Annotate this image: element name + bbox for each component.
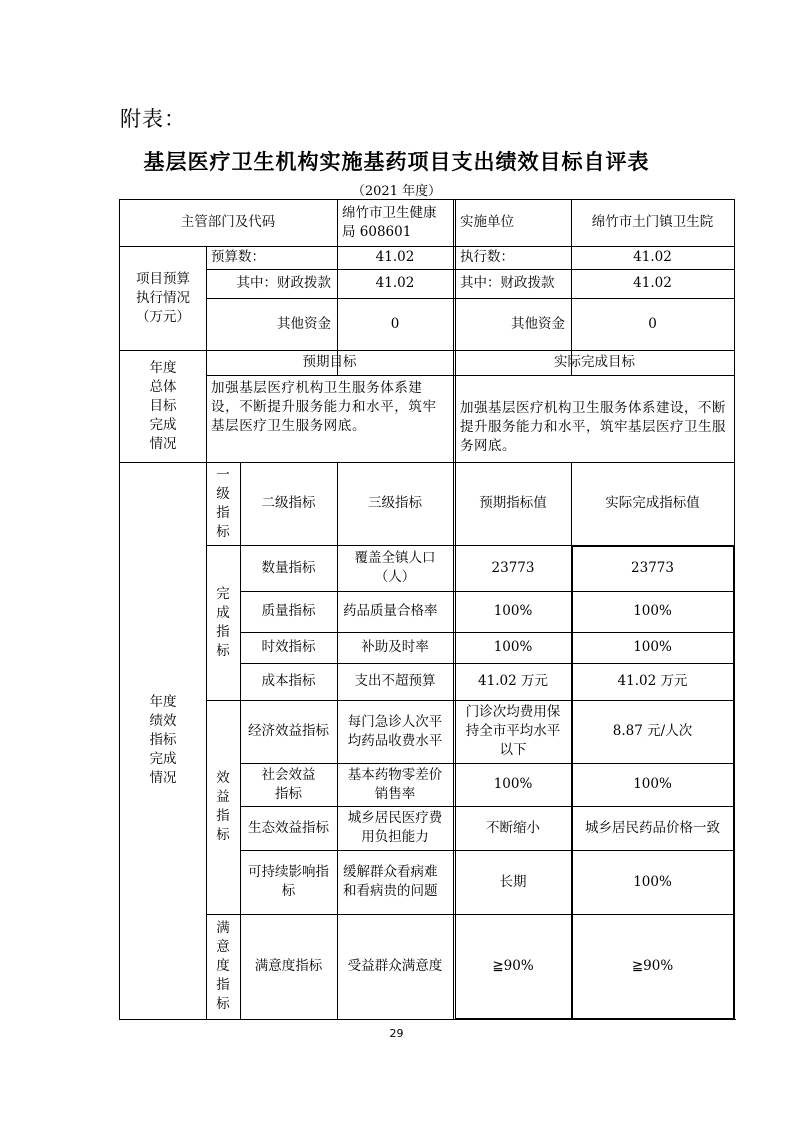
expected-goal-text: 加强基层医疗机构卫生服务体系建设，不断提升服务能力和水平，筑牢基层医疗卫生服务网底。 — [211, 380, 437, 434]
row-level2: 社会效益指标 — [261, 766, 316, 802]
dept-value: 绵竹市卫生健康局 608601 — [342, 204, 437, 240]
dept-label: 主管部门及代码 — [180, 214, 276, 230]
row-actual: 8.87 元/人次 — [612, 723, 693, 739]
budget-value: 41.02 — [375, 249, 415, 265]
appendix-label: 附表： — [120, 107, 186, 131]
row-level3: 覆盖全镇人口（人） — [354, 550, 436, 585]
fiscal-budget: 41.02 — [375, 275, 415, 291]
row-level2: 生态效益指标 — [248, 819, 329, 836]
row-level3: 缓解群众看病难和看病贵的问题 — [343, 864, 438, 899]
other-exec: 0 — [648, 315, 657, 332]
fiscal-label: 其中：财政拨款 — [236, 275, 331, 291]
row-level2: 经济效益指标 — [248, 723, 329, 739]
row-level3: 基本药物零差价销售率 — [347, 766, 443, 802]
col-level1: 一级指标 — [216, 466, 230, 540]
expected-goal-header: 预期目标 — [302, 354, 357, 370]
other-exec-label: 其他资金 — [511, 315, 565, 332]
group-benefit: 效益指标 — [216, 770, 230, 843]
row-actual: 城乡居民药品价格一致 — [585, 819, 720, 836]
year-label: （2021 年度） — [351, 184, 442, 199]
row-expected: 100% — [493, 639, 533, 655]
actual-goal-header: 实际完成目标 — [554, 354, 635, 370]
fiscal-exec-label: 其中：财政拨款 — [460, 275, 555, 291]
row-actual: ≧90% — [631, 958, 674, 974]
row-expected: 不断缩小 — [486, 819, 540, 836]
row-actual: 100% — [633, 776, 672, 792]
row-level3: 受益群众满意度 — [347, 958, 443, 974]
row-expected: 100% — [493, 776, 533, 792]
row-level3: 支出不超预算 — [354, 673, 436, 689]
fiscal-exec: 41.02 — [633, 275, 672, 291]
row-level2: 质量指标 — [261, 603, 316, 619]
page-number: 29 — [389, 1027, 404, 1040]
other-budget: 0 — [390, 315, 400, 332]
row-actual: 100% — [633, 603, 672, 619]
row-level3: 药品质量合格率 — [343, 603, 438, 619]
col-expected: 预期指标值 — [479, 495, 547, 511]
row-actual: 41.02 万元 — [617, 673, 688, 689]
row-actual: 23773 — [631, 559, 674, 576]
budget-label: 预算数： — [211, 249, 265, 265]
row-level3: 补助及时率 — [361, 639, 429, 655]
row-actual: 100% — [633, 873, 672, 890]
row-level3: 每门急诊人次平均药品收费水平 — [347, 713, 443, 749]
unit-value: 绵竹市土门镇卫生院 — [591, 214, 714, 230]
group-satisfaction: 满意度指标 — [216, 920, 230, 1012]
row-expected: 100% — [493, 603, 533, 619]
col-level3: 三级指标 — [368, 495, 422, 511]
row-expected: 长期 — [499, 873, 527, 890]
row-level2: 时效指标 — [261, 639, 316, 655]
group-completion: 完成指标 — [216, 585, 230, 659]
other-label: 其他资金 — [277, 315, 331, 332]
exec-label: 执行数： — [460, 249, 514, 265]
budget-section-label: 项目预算执行情况（万元） — [136, 270, 190, 325]
page-title: 基层医疗卫生机构实施基药项目支出绩效目标自评表 — [143, 150, 650, 174]
row-level3: 城乡居民医疗费用负担能力 — [347, 810, 443, 845]
row-expected: 41.02 万元 — [478, 673, 548, 689]
row-expected: 23773 — [491, 559, 535, 576]
indicators-section-label: 年度绩效指标完成情况 — [149, 694, 177, 786]
actual-goal-text: 加强基层医疗机构卫生服务体系建设，不断提升服务能力和水平，筑牢基层医疗卫生服务网底。 — [460, 400, 726, 454]
col-level2: 二级指标 — [261, 495, 316, 511]
col-actual: 实际完成指标值 — [605, 495, 700, 511]
row-actual: 100% — [633, 639, 672, 655]
row-level2: 成本指标 — [261, 673, 316, 689]
row-level2: 数量指标 — [261, 559, 316, 576]
row-level2: 可持续影响指标 — [248, 864, 329, 899]
exec-value: 41.02 — [633, 249, 672, 265]
row-level2: 满意度指标 — [254, 958, 323, 974]
row-expected: ≧90% — [492, 958, 534, 974]
goals-section-label: 年度总体目标完成情况 — [149, 359, 177, 452]
row-expected: 门诊次均费用保持全市平均水平以下 — [465, 704, 561, 758]
unit-label: 实施单位 — [460, 214, 514, 230]
